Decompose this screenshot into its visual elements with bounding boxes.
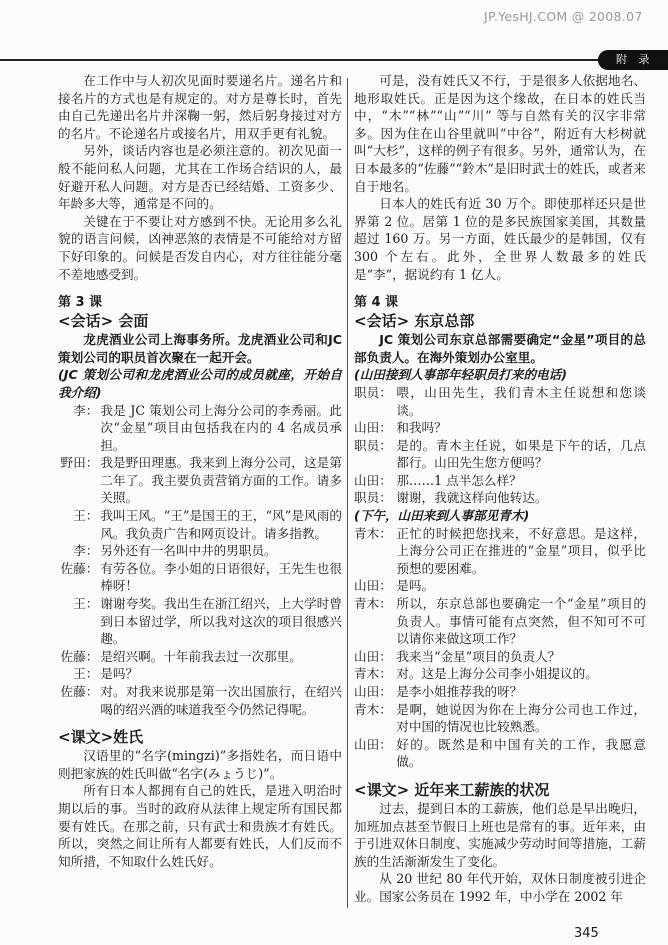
stage-direction: (JC 策划公司和龙虎酒业公司的成员就座，开始自我介绍) <box>58 367 342 400</box>
right-column <box>354 72 646 906</box>
lesson-heading: 第 4 课 <box>354 295 399 311</box>
speaker: 王： <box>73 508 99 524</box>
utterance: 我是野田理惠。我来到上海分公司，这是第二年了。我主要负责营销方面的工作。请多关照。 <box>100 455 342 506</box>
speaker: 青木： <box>354 525 392 541</box>
left-column <box>58 72 342 870</box>
dialog-line <box>354 525 646 578</box>
dialog-line <box>354 384 646 419</box>
dialog-line <box>58 507 342 542</box>
speaker: 青木： <box>354 596 392 612</box>
utterance: 我叫王风。“王”是国王的王，“风”是风雨的风。我负责广告和网页设计。请多指教。 <box>100 508 342 541</box>
dialog-line <box>354 595 646 648</box>
dialog-line <box>58 595 342 648</box>
stage-direction: (下午，山田来到人事部见青木) <box>354 508 530 524</box>
utterance: 是吗。 <box>396 578 435 594</box>
speaker: 野田： <box>60 455 99 471</box>
speaker: 职员： <box>354 437 392 453</box>
text-title: <课文> 近年来工薪族的状况 <box>354 780 550 799</box>
utterance: 我来当“金星”项目的负责人？ <box>396 648 561 664</box>
paragraph: 汉语里的“名字(mingzi)”多指姓名，而日语中则把家族的姓氏叫做“名字(みょうじ)”。 <box>58 748 342 781</box>
dialog-line <box>58 560 342 595</box>
speaker: 王： <box>73 666 99 682</box>
dialog-line <box>354 437 646 472</box>
dialog-line <box>58 683 342 718</box>
utterance: 对。对我来说那是第一次出国旅行，在绍兴喝的绍兴酒的味道我至今仍然记得呢。 <box>100 684 342 717</box>
watermark: JP.YesHJ.COM @ 2008.07 <box>484 9 643 24</box>
utterance: 和我吗？ <box>396 420 447 436</box>
dialog-line <box>354 419 646 437</box>
dialog-line <box>354 489 646 507</box>
paragraph: 所有日本人都拥有自己的姓氏，是进入明治时期以后的事。当时的政府从法律上规定所有国民都要有姓氏。在那之前，只有武士和贵族才有姓氏。所以，突然之间让所有人都要有姓氏，人们反而不知所措，不知取什么姓氏好。 <box>58 783 342 869</box>
utterance: 是绍兴啊。十年前我去过一次那里。 <box>100 648 302 664</box>
dialog-line <box>354 648 646 666</box>
lesson-heading: 第 3 课 <box>58 295 103 311</box>
speaker: 王： <box>73 596 99 612</box>
paragraph: 关键在于不要让对方感到不快。无论用多么礼貌的语言问候，凶神恶煞的表情是不可能给对方留下好印象的。问候是否发自内心，对方往往能分毫不差地感受到。 <box>58 213 342 282</box>
speaker: 李： <box>73 543 99 559</box>
utterance: 那……1 点半怎么样？ <box>396 472 522 488</box>
utterance: 我是 JC 策划公司上海分公司的李秀丽。此次“金星”项目由包括我在内的 4 名成员承担。 <box>100 402 342 453</box>
dialog-line <box>354 472 646 490</box>
section-tab: 附 录 <box>598 50 668 70</box>
dialog-intro: JC 策划公司东京总部需要确定“金星”项目的总部负责人。在海外策划办公室里。 <box>354 332 646 365</box>
dialog-title: <会话> 东京总部 <box>354 312 475 331</box>
dialog-line <box>354 683 646 701</box>
speaker: 佐藤： <box>60 684 99 699</box>
page-number: 345 <box>574 926 599 941</box>
dialog-intro: 龙虎酒业公司上海事务所。龙虎酒业公司和JC 策划公司的职员首次聚在一起开会。 <box>58 332 342 365</box>
dialog-title: <会话> 会面 <box>58 312 149 331</box>
column-divider <box>347 78 348 908</box>
utterance: 是啊，她说因为你在上海分公司也工作过，对中国的情况也比较熟悉。 <box>396 701 646 735</box>
speaker: 佐藤： <box>60 648 99 664</box>
speaker: 李： <box>73 402 99 418</box>
utterance: 谢谢，我就这样向他转达。 <box>396 490 548 506</box>
utterance: 是的。青木主任说，如果是下午的话，几点都行。山田先生您方便吗？ <box>396 437 646 471</box>
dialog-line <box>58 648 342 666</box>
paragraph: 过去，提到日本的工薪族，他们总是早出晚归，加班加点甚至节假日上班也是常有的事。近年来，由于引进双休日制度、实施减少劳动时间等措施，工薪族的生活渐渐发生了变化。 <box>354 800 646 869</box>
speaker: 职员： <box>354 490 392 506</box>
speaker: 青木： <box>354 666 392 682</box>
dialog-list <box>58 402 342 719</box>
dialog-line <box>58 665 342 683</box>
speaker: 山田： <box>354 578 392 594</box>
paragraph: 另外，谈话内容也是必须注意的。初次见面一般不能问私人问题，尤其在工作场合结识的人，最好避开私人问题。对方是否已经结婚、工资多少、年龄多大等，通常是不问的。 <box>58 143 342 212</box>
utterance: 对。这是上海分公司李小姐提议的。 <box>396 666 598 682</box>
speaker: 山田： <box>354 736 392 752</box>
speaker: 山田： <box>354 420 392 436</box>
utterance: 是吗？ <box>100 666 139 682</box>
dialog-line <box>58 454 342 507</box>
speaker: 山田： <box>354 648 392 664</box>
utterance: 喂，山田先生，我们青木主任说想和您谈谈。 <box>396 384 646 418</box>
utterance: 是李小姐推荐我的呀？ <box>396 684 523 699</box>
utterance: 另外还有一名叫中井的男职员。 <box>100 543 277 559</box>
utterance: 所以，东京总部也要确定一个“金星”项目的负责人。事情可能有点突然，但不知可不可以请你来做这项工作？ <box>396 596 646 647</box>
dialog-line <box>354 665 646 683</box>
paragraph: 在工作中与人初次见面时要递名片。递名片和接名片的方式也是有规定的。对方是尊长时，首先由自己先递出名片并深鞠一躬，然后躬身接过对方的名片。不论递名片或接名片，用双手更有礼貌。 <box>58 73 342 141</box>
paragraph: 日本人的姓氏有近 30 万个。即使那样还只是世界第 2 位。居第 1 位的是多民族国家美国，其数量超过 160 万。另一方面，姓氏最少的是韩国，仅有 300 个左右。此外，全世界人数最多的姓氏是“李”，据说约有 1 亿人。 <box>354 196 646 282</box>
paragraph: 可是，没有姓氏又不行，于是很多人依据地名、地形取姓氏。正是因为这个缘故，在日本的姓氏当中，“木”“林”“山”“川” 等与自然有关的汉字非常多。因为住在山谷里就叫“中谷”，附近有大杉树就叫“大杉”，这样的例子有很多。另外，通常认为，在日本最多的“佐藤”“鈴木”是旧时武士的姓氏，或者来自于地名。 <box>354 73 646 194</box>
speaker: 山田： <box>354 684 392 699</box>
header-rule <box>0 59 600 61</box>
dialog-line <box>354 577 646 595</box>
speaker: 职员： <box>354 384 392 400</box>
speaker: 山田： <box>354 472 392 488</box>
speaker: 青木： <box>354 701 392 717</box>
dialog-line <box>354 736 646 771</box>
dialog-line <box>354 701 646 736</box>
utterance: 有劳各位。李小姐的日语很好，王先生也很棒呀！ <box>100 560 342 594</box>
utterance: 谢谢夸奖。我出生在浙江绍兴，上大学时曾到日本留过学，所以我对这次的项目很感兴趣。 <box>100 596 342 647</box>
stage-direction: (山田接到人事部年轻职员打来的电话) <box>354 367 568 383</box>
speaker: 佐藤： <box>60 560 99 576</box>
text-title: <课文>姓氏 <box>58 728 144 747</box>
utterance: 正忙的时候把您找来，不好意思。是这样，上海分公司正在推进的“金星”项目，似乎比预想的要困难。 <box>396 525 646 576</box>
paragraph: 从 20 世纪 80 年代开始，双休日制度被引进企业。国家公务员在 1992 年，中小学在 2002 年 <box>354 871 646 904</box>
utterance: 好的。既然是和中国有关的工作，我愿意做。 <box>396 736 646 770</box>
dialog-line <box>58 402 342 455</box>
dialog-line <box>58 542 342 560</box>
